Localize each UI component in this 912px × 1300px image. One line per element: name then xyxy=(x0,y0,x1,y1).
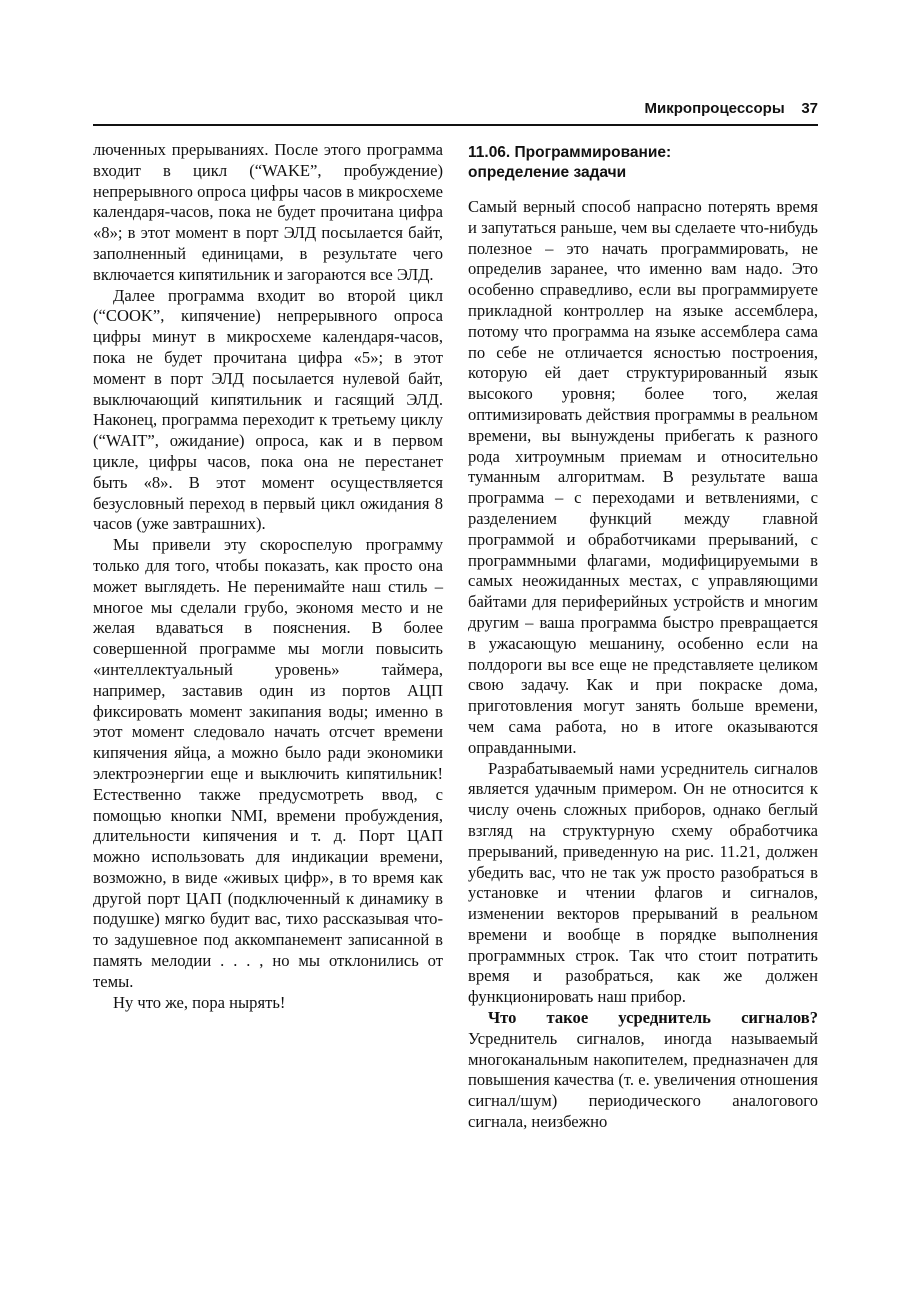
right-column xyxy=(468,140,818,1133)
left-paragraph-3: Мы привели эту скороспелую программу только для того, чтобы показать, как просто она может выглядеть. Не перенимайте наш стиль – многое мы сделали грубо, экономя место и не желая вдаваться в пояснения. В более совершенной программе мы могли повысить «интеллектуальный уровень» таймера, например, заставив один из портов АЦП фиксировать момент закипания воды; именно в этот момент следовало начать отсчет времени кипячения яйца, а можно было ради экономики электроэнергии еще и выключить кипятильник! Естественно также предусмотреть ввод, с помощью кнопки NMI, времени пробуждения, длительности кипячения и т. д. Порт ЦАП можно использовать для индикации времени, возможно, в виде «живых цифр», в то время как другой порт ЦАП (подключенный к динамику в подушке) мягко будит вас, тихо рассказывая что-то задушевное под аккомпанемент записанной в память мелодии . . . , но мы отклонились от темы. xyxy=(93,535,443,991)
paragraph-body: Усреднитель сигналов, иногда называемый многоканальным накопителем, предназначен для повышения качества (т. е. увеличения отношения сигнал/шум) периодического аналогового сигнала, неизбежно xyxy=(468,1028,818,1132)
left-paragraph-4: Ну что же, пора нырять! xyxy=(113,992,286,1012)
header-section-title: Микропроцессоры xyxy=(644,100,785,117)
left-column xyxy=(93,140,443,1013)
paragraph-lead-question: Что такое усреднитель сигналов? xyxy=(488,1008,818,1028)
page-header xyxy=(93,100,818,122)
page-number: 37 xyxy=(801,100,818,117)
section-heading-line-2: определение задачи xyxy=(468,164,627,181)
left-paragraph-2: Далее программа входит во второй цикл (“COOK”, кипячение) непрерывного опроса цифры минут в микросхеме календаря-часов, пока не будет прочитана цифра «5»; в этот момент в порт ЭЛД посылается нулевой байт, выключающий кипятильник и гасящий ЭЛД. Наконец, программа переходит к третьему циклу (“WAIT”, ожидание) опроса, как и в первом цикле, цифры часов, пока она не перестанет быть «8». В этот момент осуществляется безусловный переход в первый цикл ожидания 8 часов (уже завтрашних). xyxy=(93,285,443,534)
right-paragraph-3 xyxy=(468,1008,818,1133)
section-heading-line-1: 11.06. Программирование: xyxy=(468,144,672,161)
section-heading xyxy=(468,143,818,183)
running-header xyxy=(645,100,818,117)
right-paragraph-2: Разрабатываемый нами усреднитель сигналов является удачным примером. Он не относится к числу очень сложных приборов, однако беглый взгляд на структурную схему обработчика прерываний, приведенную на рис. 11.21, должен убедить вас, что не так уж просто разобраться в установке и чтении флагов и сигналов, изменении векторов прерываний в реальном времени и вообще в порядке выполнения программных строк. Так что стоит потратить время и разобраться, как же должен функционировать наш прибор. xyxy=(468,758,818,1007)
left-paragraph-1: люченных прерываниях. После этого программа входит в цикл (“WAKE”, пробуждение) непрерывного опроса цифры часов в микросхеме календаря-часов, пока не будет прочитана цифра «8»; в этот момент в порт ЭЛД посылается байт, заполненный единицами, в результате чего включается кипятильник и загораются все ЭЛД. xyxy=(93,140,443,284)
header-rule xyxy=(93,124,818,126)
right-paragraph-1: Самый верный способ напрасно потерять время и запутаться раньше, чем вы сделаете что-нибудь полезное – это начать программировать, не определив заранее, что именно вам надо. Это особенно справедливо, если вы программируете прикладной контроллер на языке ассемблера, потому что программа на языке ассемблера сама по себе не отличается ясностью построения, которую ей дает структурированный язык высокого уровня; более того, желая оптимизировать действия программы в реальном времени, вы вынуждены прибегать к разного рода хитроумным приемам и относительно туманным алгоритмам. В результате ваша программа – с переходами и ветвлениями, с разделением функций между главной программой и обработчиками прерываний, с программными флагами, модифицируемыми в самых неожиданных местах, с управляющими байтами для периферийных устройств и многим другим – ваша программа быстро превращается в ужасающую мешанину, особенно если на полдороги вы все еще не представляете целиком свою задачу. Как и при покраске дома, приготовления могут занять больше времени, чем сама работа, но в итоге оказываются оправданными. xyxy=(468,197,818,757)
